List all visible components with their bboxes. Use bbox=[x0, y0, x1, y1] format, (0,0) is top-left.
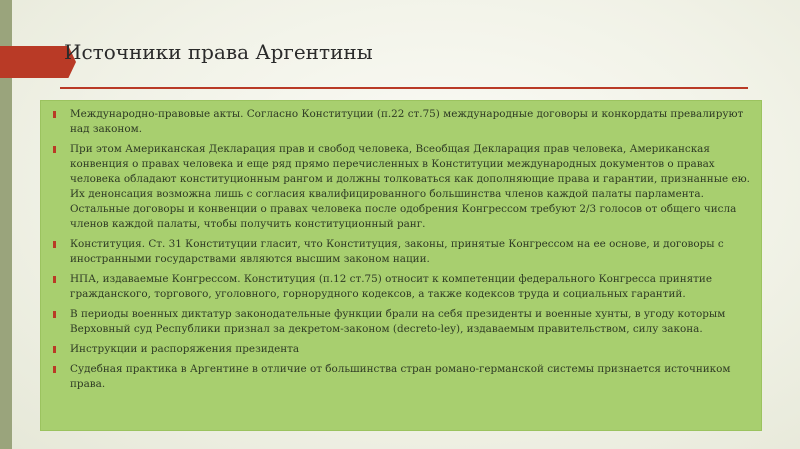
list-item bbox=[53, 342, 751, 357]
content-panel bbox=[40, 100, 762, 431]
list-item bbox=[53, 362, 751, 392]
bullet-list bbox=[53, 107, 751, 392]
bullet-marker-icon bbox=[53, 366, 56, 373]
list-item bbox=[53, 142, 751, 232]
slide-title: Источники права Аргентины bbox=[64, 40, 373, 64]
bullet-marker-icon bbox=[53, 111, 56, 118]
list-item-text: В периоды военных диктатур законодательные функции брали на себя президенты и военные хунты, в угоду которым Верховный суд Республики признал за декретом-законом (decreto-ley), издаваемым правительством, силу закона. bbox=[70, 308, 726, 335]
list-item-text: Конституция. Ст. 31 Конституции гласит, что Конституция, законы, принятые Конгрессом на ее основе, и договоры с иностранными государствами являются высшим законом нации. bbox=[70, 238, 724, 265]
bullet-marker-icon bbox=[53, 241, 56, 248]
list-item bbox=[53, 237, 751, 267]
list-item bbox=[53, 272, 751, 302]
list-item-text: Судебная практика в Аргентине в отличие от большинства стран романо-германской системы признается источником права. bbox=[70, 363, 731, 390]
bullet-marker-icon bbox=[53, 146, 56, 153]
bullet-marker-icon bbox=[53, 276, 56, 283]
list-item-text: НПА, издаваемые Конгрессом. Конституция (п.12 ст.75) относит к компетенции федерального Конгресса принятие гражданского, торгового, уголовного, горнорудного кодексов, а также кодексов труда и социальных гарантий. bbox=[70, 273, 712, 300]
list-item-text: Инструкции и распоряжения президента bbox=[70, 343, 300, 355]
list-item bbox=[53, 107, 751, 137]
list-item bbox=[53, 307, 751, 337]
list-item-text: Международно-правовые акты. Согласно Конституции (п.22 ст.75) международные договоры и конкордаты превалируют над законом. bbox=[70, 108, 744, 135]
list-item-text: При этом Американская Декларация прав и свобод человека, Всеобщая Декларация прав человека, Американская конвенция о правах человека и еще ряд прямо перечисленных в Конституции международных документов о правах человека обладают конституционным рангом и должны толковаться как дополняющие права и гарантии, признанные ею. Их денонсация возможна лишь с согласия квалифицированного большинства членов каждой палаты парламента. Остальные договоры и конвенции о правах человека после одобрения Конгрессом требуют 2/3 голосов от общего числа членов каждой палаты, чтобы получить конституционный ранг. bbox=[70, 143, 750, 230]
bullet-marker-icon bbox=[53, 346, 56, 353]
title-underline bbox=[60, 87, 748, 89]
bullet-marker-icon bbox=[53, 311, 56, 318]
